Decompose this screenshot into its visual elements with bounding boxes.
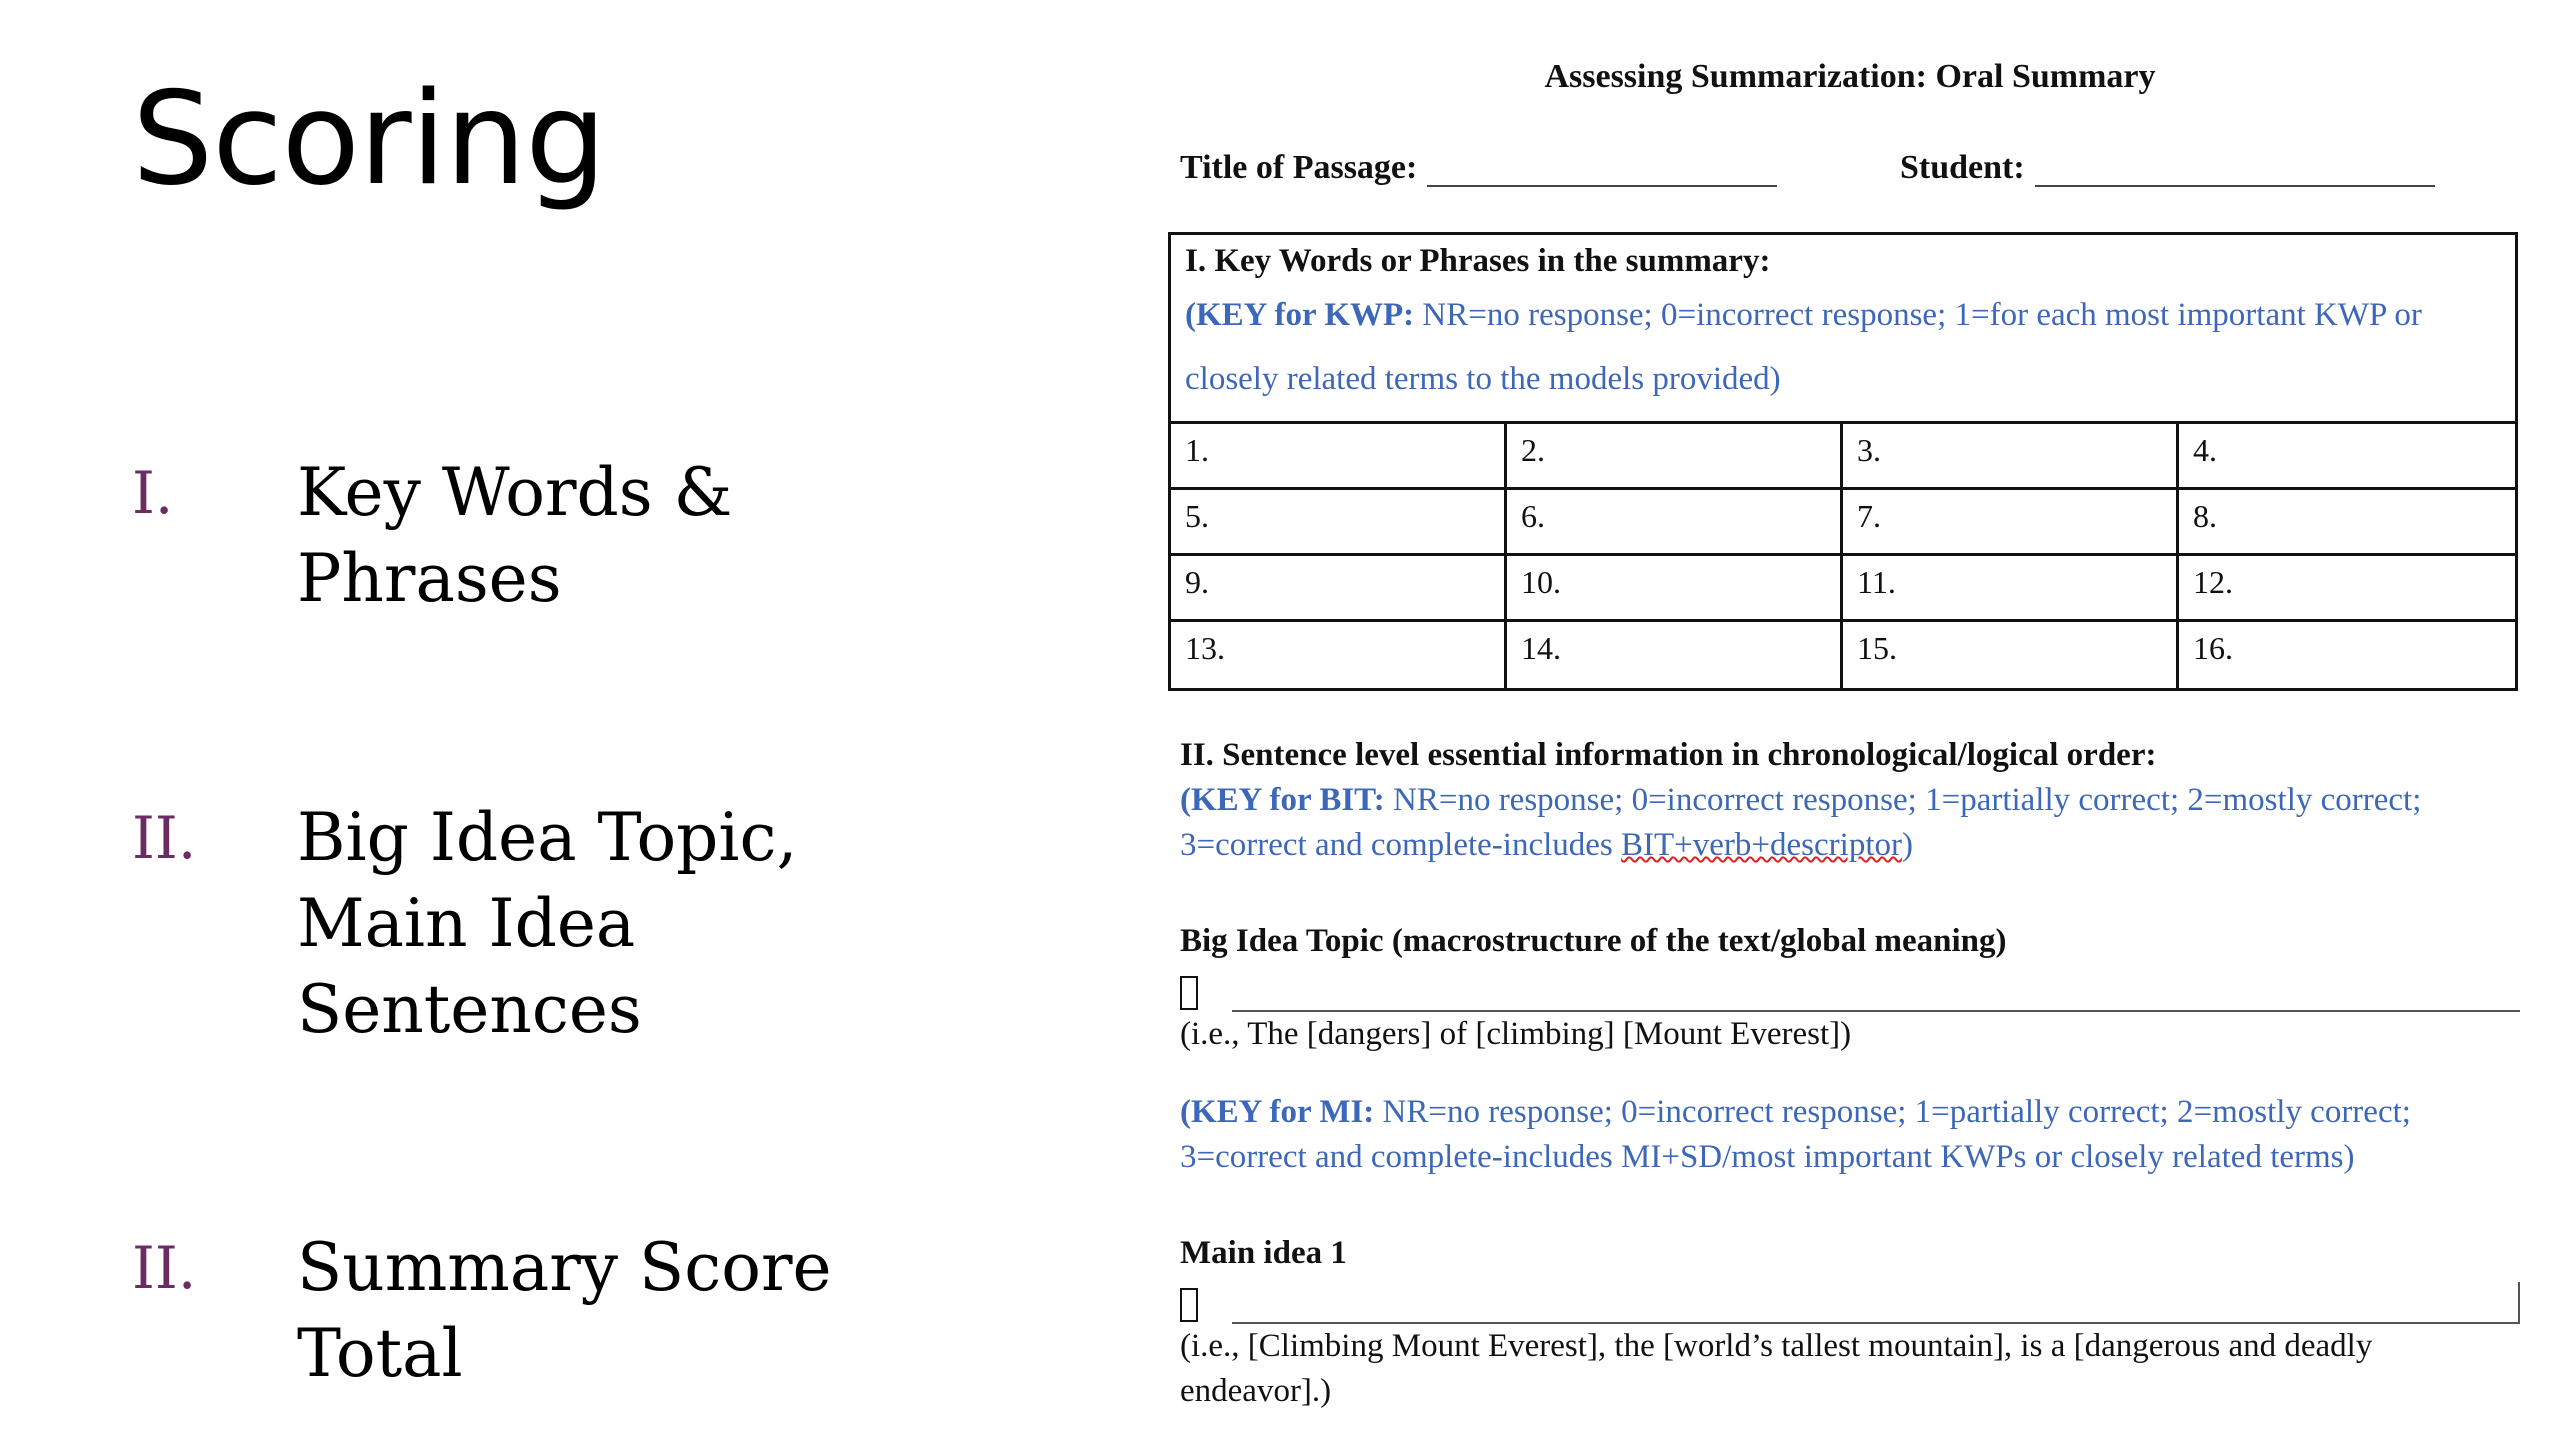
bit-key-text: NR=no response; 0=incorrect response; 1=partially correct; 2=mostly correct; 3=correct and complete-includes bbox=[1180, 782, 2422, 863]
passage-field bbox=[1180, 145, 1777, 187]
bit-key-label: (KEY for BIT: bbox=[1180, 782, 1385, 818]
section-2-heading: II. Sentence level essential information in chronological/logical order: bbox=[1180, 737, 2157, 773]
header-fields bbox=[1180, 145, 2520, 195]
kwp-cell: 15. bbox=[1843, 622, 2179, 688]
kwp-heading: I. Key Words or Phrases in the summary: bbox=[1185, 243, 1771, 279]
kwp-cell: 2. bbox=[1507, 424, 1843, 490]
kwp-cell: 12. bbox=[2179, 556, 2515, 622]
kwp-cell: 3. bbox=[1843, 424, 2179, 490]
document-title: Assessing Summarization: Oral Summary bbox=[1544, 58, 2156, 95]
outline-number: II. bbox=[132, 1234, 197, 1302]
kwp-cell: 1. bbox=[1171, 424, 1507, 490]
student-blank bbox=[2035, 145, 2435, 187]
big-idea-topic-heading: Big Idea Topic (macrostructure of the text/global meaning) bbox=[1180, 923, 2007, 959]
mi-key-label: (KEY for MI: bbox=[1180, 1094, 1375, 1130]
outline-text: Key Words & Phrases bbox=[297, 454, 733, 617]
kwp-cell: 4. bbox=[2179, 424, 2515, 490]
mi-key-text: NR=no response; 0=incorrect response; 1=partially correct; 2=mostly correct; 3=correct and complete-includes MI+SD/most important KWPs or closely related terms) bbox=[1180, 1094, 2411, 1175]
main-idea-heading: Main idea 1 bbox=[1180, 1235, 1347, 1271]
kwp-grid bbox=[1171, 421, 2515, 688]
bit-key bbox=[1180, 778, 2520, 868]
kwp-cell: 7. bbox=[1843, 490, 2179, 556]
passage-label: Title of Passage: bbox=[1180, 149, 1418, 186]
main-idea-block bbox=[1180, 1230, 2520, 1414]
kwp-key-text: NR=no response; 0=incorrect response; 1=for each most important KWP or closely related terms to the models provided) bbox=[1185, 297, 2422, 397]
big-idea-answer-line bbox=[1232, 974, 2520, 1012]
outline-text: Summary Score Total bbox=[297, 1229, 832, 1392]
outline-number: I. bbox=[132, 459, 174, 527]
kwp-cell: 8. bbox=[2179, 490, 2515, 556]
big-idea-example: (i.e., The [dangers] of [climbing] [Mount Everest]) bbox=[1180, 1016, 1852, 1052]
outline-text: Big Idea Topic, Main Idea Sentences bbox=[297, 799, 798, 1048]
kwp-cell: 10. bbox=[1507, 556, 1843, 622]
kwp-cell: 11. bbox=[1843, 556, 2179, 622]
bit-key-formula: BIT+verb+descriptor bbox=[1621, 827, 1902, 863]
checkbox-icon bbox=[1180, 976, 1198, 1010]
student-label: Student: bbox=[1900, 149, 2025, 186]
kwp-cell: 9. bbox=[1171, 556, 1507, 622]
outline-number: II. bbox=[132, 804, 197, 872]
big-idea-topic-block bbox=[1180, 918, 2520, 1057]
mi-key bbox=[1180, 1090, 2520, 1180]
kwp-header bbox=[1171, 235, 2515, 421]
kwp-cell: 14. bbox=[1507, 622, 1843, 688]
main-idea-answer-line bbox=[1232, 1282, 2520, 1324]
kwp-cell: 16. bbox=[2193, 630, 2233, 666]
big-idea-answer-row bbox=[1180, 964, 2520, 1012]
kwp-cell: 13. bbox=[1171, 622, 1507, 688]
main-idea-answer-row bbox=[1180, 1276, 2520, 1324]
bit-key-close: ) bbox=[1901, 827, 1913, 863]
section-2 bbox=[1180, 732, 2520, 868]
kwp-key-label: (KEY for KWP: bbox=[1185, 297, 1415, 333]
kwp-cell: 6. bbox=[1507, 490, 1843, 556]
passage-blank bbox=[1427, 145, 1777, 187]
checkbox-icon bbox=[1180, 1288, 1198, 1322]
slide-title: Scoring bbox=[132, 65, 606, 214]
kwp-table bbox=[1168, 232, 2518, 691]
main-idea-example: (i.e., [Climbing Mount Everest], the [world’s tallest mountain], is a [dangerous and deadly endeavor].) bbox=[1180, 1328, 2373, 1409]
student-field bbox=[1900, 145, 2435, 187]
kwp-key bbox=[1185, 283, 2501, 411]
kwp-cell: 5. bbox=[1171, 490, 1507, 556]
